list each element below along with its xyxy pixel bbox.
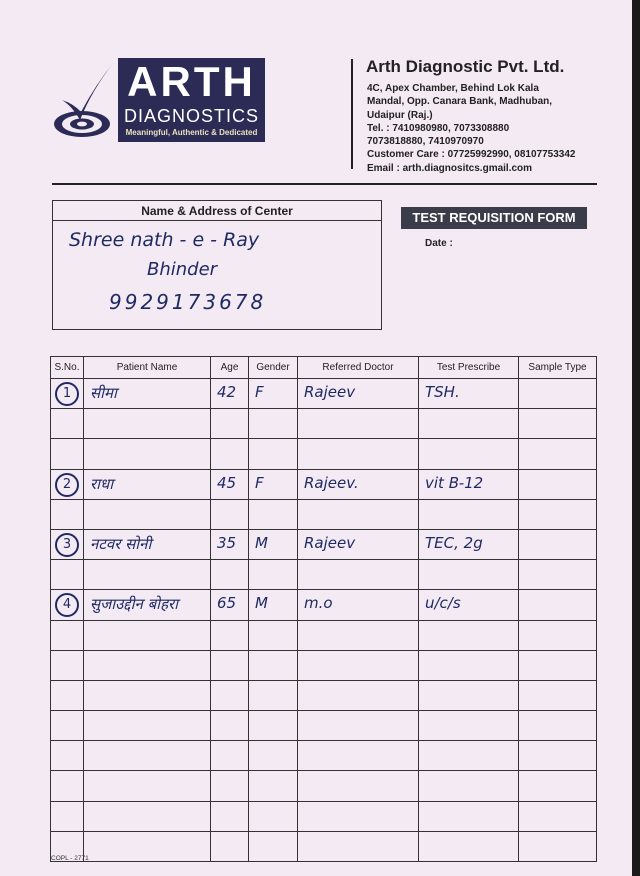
table-cell bbox=[519, 590, 597, 620]
cell-handwritten-name: सुजाउद्दीन बोहरा bbox=[90, 595, 179, 614]
table-cell bbox=[519, 529, 597, 559]
table-cell bbox=[519, 711, 597, 741]
cell-handwritten-test: vit B-12 bbox=[425, 473, 484, 492]
table-row bbox=[51, 831, 597, 861]
col-header-sno: S.No. bbox=[51, 357, 84, 379]
table-cell bbox=[519, 379, 597, 409]
table-row bbox=[51, 560, 597, 590]
table-row bbox=[51, 469, 597, 499]
table-cell bbox=[298, 499, 419, 529]
table-cell bbox=[51, 741, 84, 771]
table-cell bbox=[84, 590, 211, 620]
table-cell bbox=[249, 529, 298, 559]
header-rule bbox=[52, 183, 597, 185]
table-cell bbox=[298, 409, 419, 439]
table-header-row bbox=[51, 357, 597, 379]
table-cell bbox=[519, 741, 597, 771]
table-cell bbox=[84, 409, 211, 439]
table-row bbox=[51, 620, 597, 650]
table-cell bbox=[419, 439, 519, 469]
table-cell bbox=[298, 379, 419, 409]
table-cell bbox=[249, 409, 298, 439]
col-header-referred-doctor: Referred Doctor bbox=[298, 357, 419, 379]
col-header-test-prescribe: Test Prescribe bbox=[419, 357, 519, 379]
center-name-handwritten: Shree nath - e - Ray bbox=[69, 229, 260, 251]
table-cell bbox=[519, 620, 597, 650]
table-cell bbox=[51, 379, 84, 409]
table-cell bbox=[249, 620, 298, 650]
col-header-patient-name: Patient Name bbox=[84, 357, 211, 379]
phone-line: 7073818880, 7410970970 bbox=[367, 136, 484, 148]
date-label: Date : bbox=[425, 238, 453, 249]
cell-handwritten-doctor: Rajeev bbox=[304, 383, 356, 401]
table-cell bbox=[298, 680, 419, 710]
table-cell bbox=[298, 439, 419, 469]
scan-edge bbox=[632, 0, 640, 876]
table-row bbox=[51, 680, 597, 710]
table-cell bbox=[419, 831, 519, 861]
table-cell bbox=[419, 650, 519, 680]
table-cell bbox=[211, 801, 249, 831]
logo-brand-text: ARTH bbox=[127, 58, 256, 105]
cell-handwritten-doctor: Rajeev. bbox=[304, 473, 359, 492]
table-cell bbox=[211, 680, 249, 710]
cell-handwritten-test: u/c/s bbox=[425, 594, 461, 613]
table-cell bbox=[519, 469, 597, 499]
table-cell bbox=[298, 650, 419, 680]
cell-handwritten-doctor: m.o bbox=[304, 594, 333, 613]
table-cell bbox=[84, 831, 211, 861]
table-row bbox=[51, 801, 597, 831]
form-code: COPL - 2771 bbox=[51, 855, 89, 862]
table-row bbox=[51, 409, 597, 439]
table-cell bbox=[298, 590, 419, 620]
center-phone-handwritten: 9929173678 bbox=[109, 290, 267, 314]
table-cell bbox=[419, 499, 519, 529]
cell-handwritten-gender: F bbox=[255, 473, 264, 492]
cell-handwritten-test: TEC, 2g bbox=[425, 533, 483, 552]
table-cell bbox=[51, 590, 84, 620]
table-row bbox=[51, 741, 597, 771]
table-cell bbox=[84, 499, 211, 529]
table-cell bbox=[84, 771, 211, 801]
row-number-circled: 3 bbox=[55, 533, 79, 557]
table-cell bbox=[211, 590, 249, 620]
row-number-circled: 4 bbox=[55, 593, 79, 617]
cell-handwritten-gender: F bbox=[255, 383, 264, 401]
col-header-gender: Gender bbox=[249, 357, 298, 379]
table-cell bbox=[211, 741, 249, 771]
table-cell bbox=[211, 620, 249, 650]
table-row bbox=[51, 650, 597, 680]
row-number-circled: 1 bbox=[55, 382, 79, 406]
table-cell bbox=[249, 711, 298, 741]
table-cell bbox=[419, 409, 519, 439]
address-line: 4C, Apex Chamber, Behind Lok Kala bbox=[367, 83, 539, 94]
cell-handwritten-doctor: Rajeev bbox=[304, 533, 356, 552]
header-divider bbox=[351, 59, 353, 169]
table-cell bbox=[84, 529, 211, 559]
customer-care-line: Customer Care : 07725992990, 08107753342 bbox=[367, 149, 576, 161]
table-cell bbox=[519, 801, 597, 831]
center-box-title: Name & Address of Center bbox=[53, 201, 381, 221]
company-name: Arth Diagnostic Pvt. Ltd. bbox=[366, 57, 565, 76]
table-cell bbox=[249, 771, 298, 801]
table-cell bbox=[519, 409, 597, 439]
table-row bbox=[51, 499, 597, 529]
table-cell bbox=[51, 711, 84, 741]
table-cell bbox=[298, 469, 419, 499]
table-cell bbox=[298, 529, 419, 559]
table-cell bbox=[298, 801, 419, 831]
table-cell bbox=[84, 439, 211, 469]
table-cell bbox=[211, 529, 249, 559]
table-cell bbox=[298, 831, 419, 861]
table-cell bbox=[419, 620, 519, 650]
table-cell bbox=[211, 560, 249, 590]
table-cell bbox=[84, 620, 211, 650]
company-address bbox=[367, 82, 607, 175]
center-address-box bbox=[52, 200, 382, 330]
table-row bbox=[51, 590, 597, 620]
form-title-badge: TEST REQUISITION FORM bbox=[401, 207, 587, 229]
cell-handwritten-age: 42 bbox=[217, 383, 237, 401]
cell-handwritten-name: राधा bbox=[90, 474, 114, 493]
col-header-sample-type: Sample Type bbox=[519, 357, 597, 379]
table-cell bbox=[519, 439, 597, 469]
table-row bbox=[51, 771, 597, 801]
table-cell bbox=[419, 741, 519, 771]
cell-handwritten-test: TSH. bbox=[425, 383, 460, 401]
table-cell bbox=[211, 711, 249, 741]
phone-line: Tel. : 7410980980, 7073308880 bbox=[367, 122, 510, 134]
table-cell bbox=[51, 560, 84, 590]
table-cell bbox=[211, 469, 249, 499]
brand-logo-box bbox=[118, 58, 265, 142]
table-cell bbox=[84, 741, 211, 771]
table-cell bbox=[84, 560, 211, 590]
table-cell bbox=[211, 831, 249, 861]
table-cell bbox=[249, 439, 298, 469]
table-cell bbox=[211, 499, 249, 529]
table-cell bbox=[519, 771, 597, 801]
table-cell bbox=[519, 499, 597, 529]
table-cell bbox=[249, 680, 298, 710]
table-cell bbox=[419, 469, 519, 499]
target-checkmark-logo-icon bbox=[52, 60, 118, 144]
table-cell bbox=[519, 680, 597, 710]
cell-handwritten-gender: M bbox=[255, 533, 268, 552]
table-cell bbox=[419, 711, 519, 741]
logo-subbrand-text: DIAGNOSTICS bbox=[123, 106, 259, 126]
email-line: Email : arth.diagnositcs.gmail.com bbox=[367, 162, 533, 174]
table-cell bbox=[298, 620, 419, 650]
table-cell bbox=[211, 771, 249, 801]
table-cell bbox=[519, 831, 597, 861]
table-cell bbox=[211, 409, 249, 439]
table-cell bbox=[211, 379, 249, 409]
table-cell bbox=[249, 379, 298, 409]
table-cell bbox=[84, 711, 211, 741]
cell-handwritten-age: 35 bbox=[217, 533, 237, 552]
table-cell bbox=[84, 469, 211, 499]
table-cell bbox=[51, 469, 84, 499]
table-cell bbox=[519, 560, 597, 590]
table-cell bbox=[51, 801, 84, 831]
table-cell bbox=[249, 831, 298, 861]
address-line: Udaipur (Raj.) bbox=[367, 109, 433, 121]
table-cell bbox=[249, 499, 298, 529]
table-row bbox=[51, 711, 597, 741]
table-cell bbox=[249, 469, 298, 499]
table-cell bbox=[419, 680, 519, 710]
table-cell bbox=[249, 560, 298, 590]
table-cell bbox=[419, 529, 519, 559]
table-cell bbox=[84, 680, 211, 710]
center-place-handwritten: Bhinder bbox=[147, 259, 218, 280]
table-row bbox=[51, 529, 597, 559]
table-cell bbox=[419, 379, 519, 409]
address-line: Mandal, Opp. Canara Bank, Madhuban, bbox=[367, 96, 553, 108]
table-row bbox=[51, 379, 597, 409]
table-cell bbox=[419, 771, 519, 801]
table-cell bbox=[298, 711, 419, 741]
table-cell bbox=[84, 379, 211, 409]
table-cell bbox=[51, 650, 84, 680]
table-cell bbox=[51, 680, 84, 710]
table-cell bbox=[298, 560, 419, 590]
table-cell bbox=[419, 801, 519, 831]
col-header-age: Age bbox=[211, 357, 249, 379]
table-cell bbox=[51, 771, 84, 801]
table-cell bbox=[51, 409, 84, 439]
table-cell bbox=[84, 650, 211, 680]
table-cell bbox=[419, 560, 519, 590]
table-cell bbox=[298, 741, 419, 771]
table-cell bbox=[249, 650, 298, 680]
table-cell bbox=[419, 590, 519, 620]
cell-handwritten-gender: M bbox=[255, 594, 268, 613]
table-row bbox=[51, 439, 597, 469]
cell-handwritten-age: 45 bbox=[217, 473, 237, 492]
table-cell bbox=[84, 801, 211, 831]
patient-table bbox=[50, 356, 597, 862]
table-cell bbox=[249, 741, 298, 771]
table-cell bbox=[51, 439, 84, 469]
table-cell bbox=[51, 620, 84, 650]
table-cell bbox=[519, 650, 597, 680]
table-cell bbox=[211, 439, 249, 469]
table-cell bbox=[298, 771, 419, 801]
cell-handwritten-name: सीमा bbox=[90, 384, 117, 402]
table-cell bbox=[51, 499, 84, 529]
cell-handwritten-name: नटवर सोनी bbox=[90, 534, 152, 553]
row-number-circled: 2 bbox=[55, 473, 79, 497]
table-cell bbox=[249, 590, 298, 620]
table-cell bbox=[51, 529, 84, 559]
cell-handwritten-age: 65 bbox=[217, 594, 237, 613]
table-cell bbox=[249, 801, 298, 831]
logo-tagline: Meaningful, Authentic & Dedicated bbox=[125, 128, 258, 137]
table-cell bbox=[211, 650, 249, 680]
